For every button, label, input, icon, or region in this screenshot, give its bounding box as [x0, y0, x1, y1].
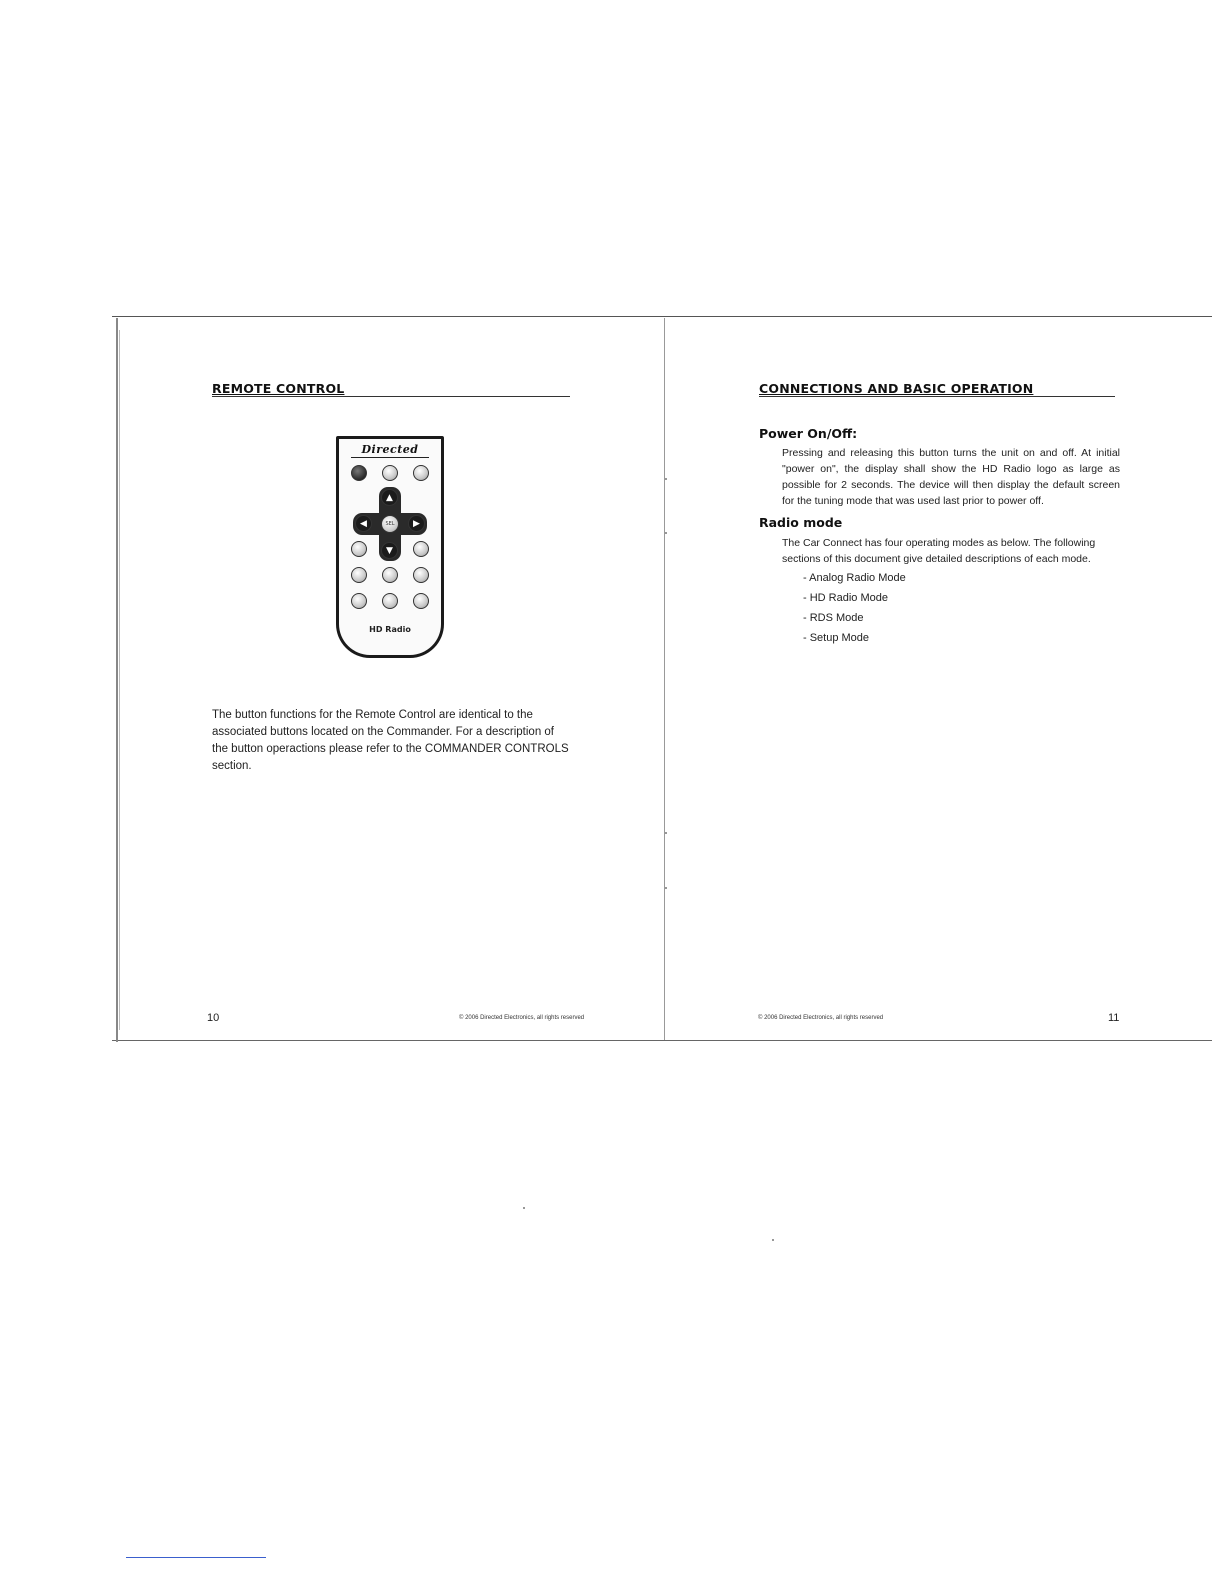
- page-frame-bottom-edge: [112, 1040, 1212, 1041]
- scan-speck: [665, 832, 667, 834]
- scan-speck: [665, 478, 667, 480]
- page-number-right: 11: [1108, 1012, 1120, 1024]
- arrow-down-icon: ▼: [381, 542, 398, 559]
- mode-list-item: - RDS Mode: [803, 612, 864, 624]
- copyright-right: © 2006 Directed Electronics, all rights reserved: [758, 1015, 884, 1021]
- remote-button: [413, 593, 429, 609]
- arrow-right-icon: ▶: [408, 515, 425, 532]
- remote-button: [413, 567, 429, 583]
- remote-brand-logo: Directed: [361, 443, 419, 456]
- heading-rule: [212, 396, 570, 397]
- hd-radio-logo: HD Radio: [369, 625, 411, 634]
- remote-button: [382, 465, 398, 481]
- remote-control-heading: REMOTE CONTROL: [212, 381, 345, 396]
- page-frame-top-edge: [112, 316, 1212, 317]
- book-spine-divider: [664, 318, 665, 1040]
- remote-control-illustration: [336, 436, 444, 658]
- scan-speck: [523, 1207, 525, 1209]
- remote-sel-button: SEL: [381, 515, 399, 533]
- mode-list-item: - Setup Mode: [803, 632, 870, 644]
- radio-mode-heading: Radio mode: [759, 515, 843, 530]
- page-frame-left-edge: [116, 318, 118, 1042]
- remote-button: [351, 541, 367, 557]
- arrow-up-icon: ▲: [381, 489, 398, 506]
- remote-button: [351, 593, 367, 609]
- remote-brand-underline: [351, 457, 429, 458]
- heading-rule: [759, 396, 1115, 397]
- arrow-left-icon: ◀: [355, 515, 372, 532]
- bottom-underline-artifact: [126, 1557, 266, 1558]
- remote-button: [382, 567, 398, 583]
- page-number-left: 10: [207, 1012, 220, 1024]
- power-on-off-heading: Power On/Off:: [759, 426, 858, 441]
- copyright-left: © 2006 Directed Electronics, all rights reserved: [459, 1015, 585, 1021]
- mode-list-item: - HD Radio Mode: [803, 592, 888, 604]
- radio-mode-paragraph: The Car Connect has four operating modes as below. The following sections of this document give detailed descriptions of each mode.: [782, 537, 1096, 565]
- remote-power-button: [351, 465, 367, 481]
- scan-speck: [665, 887, 667, 889]
- page-frame-left-shadow: [119, 330, 120, 1030]
- remote-button: [413, 465, 429, 481]
- remote-button: [351, 567, 367, 583]
- scan-speck: [665, 532, 667, 534]
- power-description-paragraph: Pressing and releasing this button turns the unit on and off. At initial "power on", the display shall show the HD Radio logo as large as possible for 2 seconds. The device will then display the default screen for the tuning mode that was used last prior to power off.: [782, 447, 1120, 507]
- remote-button: [382, 593, 398, 609]
- remote-button: [413, 541, 429, 557]
- scan-speck: [772, 1239, 774, 1241]
- mode-list-item: - Analog Radio Mode: [803, 572, 906, 584]
- connections-heading: CONNECTIONS AND BASIC OPERATION: [759, 381, 1034, 396]
- remote-description-paragraph: The button functions for the Remote Control are identical to the associated buttons located on the Commander. For a description of the button operactions please refer to the COMMANDER CONTROLS section.: [212, 709, 569, 772]
